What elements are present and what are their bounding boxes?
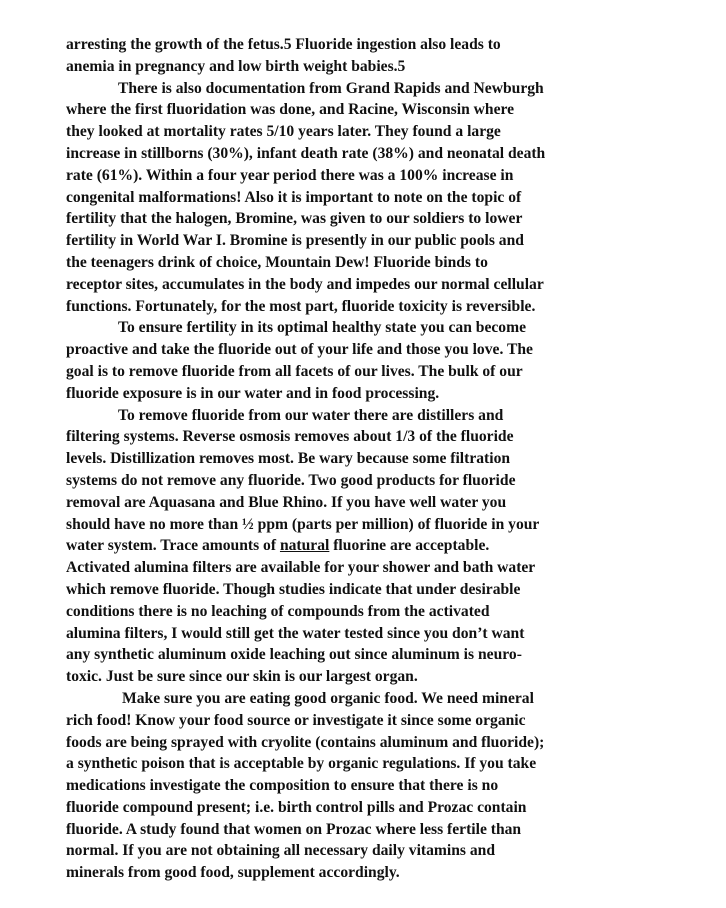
text-line: any synthetic aluminum oxide leaching out since aluminum is neuro- [66,646,522,664]
text-line: functions. Fortunately, for the most part, fluoride toxicity is reversible. [66,297,536,315]
paragraph-fetus-continuation [66,34,666,78]
text-line: arresting the growth of the fetus.5 Fluoride ingestion also leads to [66,36,501,53]
text-line: fluoride compound present; i.e. birth control pills and Prozac contain [66,798,527,816]
text-line: fertility in World War I. Bromine is presently in our public pools and [66,232,524,250]
text-line: increase in stillborns (30%), infant death rate (38%) and neonatal death [66,144,546,162]
text-line: they looked at mortality rates 5/10 years later. They found a large [66,123,501,141]
text-line: Activated alumina filters are available for your shower and bath water [66,559,536,577]
text-line: foods are being sprayed with cryolite (contains aluminum and fluoride); [66,733,545,751]
text-line: receptor sites, accumulates in the body and impedes our normal cellular [66,275,544,293]
text-line: normal. If you are not obtaining all necessary daily vitamins and [66,842,496,860]
paragraph-organic-food [66,688,666,884]
text-segment: water system. Trace amounts of [66,537,280,555]
text-line: systems do not remove any fluoride. Two good products for fluoride [66,471,516,489]
text-line: rich food! Know your food source or investigate it since some organic [66,711,526,729]
text-line: where the first fluoridation was done, and Racine, Wisconsin where [66,101,515,119]
text-line: medications investigate the composition to ensure that there is no [66,777,499,795]
text-line: a synthetic poison that is acceptable by organic regulations. If you take [66,755,537,773]
text-line: Make sure you are eating good organic food. We need mineral [122,689,534,707]
text-line: To ensure fertility in its optimal healthy state you can become [118,319,527,337]
text-line: anemia in pregnancy and low birth weight babies.5 [66,57,406,75]
text-line: alumina filters, I would still get the water tested since you don’t want [66,624,525,642]
text-line: fluoride exposure is in our water and in food processing. [66,384,440,402]
text-line: should have no more than ½ ppm (parts per million) of fluoride in your [66,515,540,533]
text-line: toxic. Just be sure since our skin is our largest organ. [66,668,418,686]
text-line: filtering systems. Reverse osmosis removes about 1/3 of the fluoride [66,428,514,446]
underlined-word: natural [279,537,330,555]
text-segment: fluorine are acceptable. [329,537,490,555]
text-line: conditions there is no leaching of compounds from the activated [66,602,490,620]
paragraph-documentation [66,78,666,318]
text-line: the teenagers drink of choice, Mountain Dew! Fluoride binds to [66,253,488,271]
text-line: congenital malformations! Also it is important to note on the topic of [66,188,522,206]
text-line: goal is to remove fluoride from all facets of our lives. The bulk of our [66,362,523,380]
text-line: which remove fluoride. Though studies indicate that under desirable [66,580,521,598]
text-line: fertility that the halogen, Bromine, was given to our soldiers to lower [66,210,523,228]
text-line: proactive and take the fluoride out of your life and those you love. The [66,341,533,359]
text-line: rate (61%). Within a four year period there was a 100% increase in [66,166,514,184]
document-page [66,34,666,884]
text-line: fluoride. A study found that women on Prozac where less fertile than [66,820,522,838]
text-line: levels. Distillization removes most. Be wary because some filtration [66,450,511,468]
paragraph-ensure-fertility [66,317,666,404]
text-line: minerals from good food, supplement accordingly. [66,864,400,882]
paragraph-remove-fluoride-water [66,405,666,688]
text-line: To remove fluoride from our water there are distillers and [118,406,504,424]
text-line: removal are Aquasana and Blue Rhino. If you have well water you [66,493,507,511]
text-line-with-underline [66,535,666,557]
text-line: There is also documentation from Grand Rapids and Newburgh [118,79,544,97]
